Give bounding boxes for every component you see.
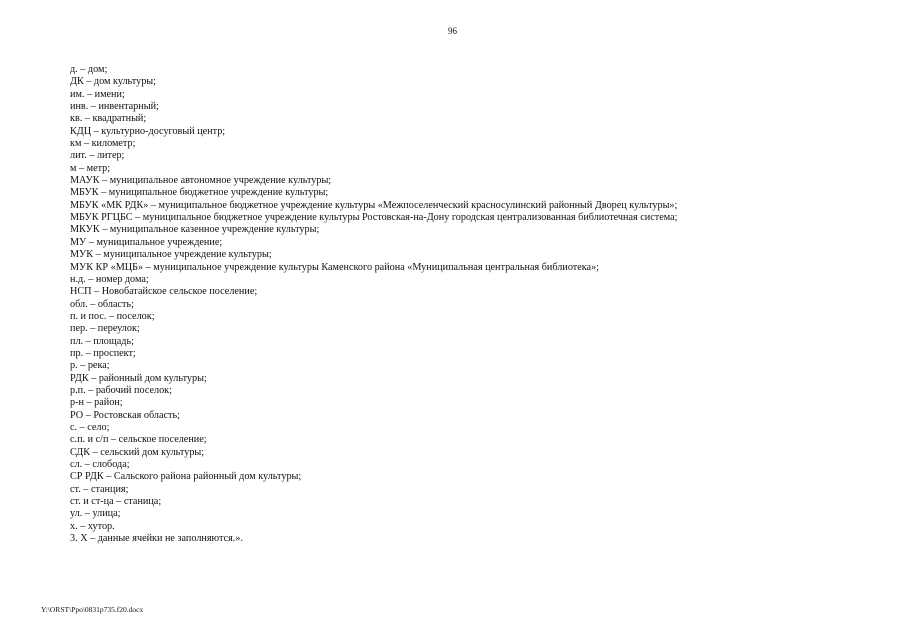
abbreviation-item: МАУК – муниципальное автономное учреждение культуры; [70,175,332,187]
abbreviation-item: кв. – квадратный; [70,113,147,125]
abbreviation-item: МКУК – муниципальное казенное учреждение культуры; [70,224,320,236]
abbreviation-item: р.п. – рабочий поселок; [70,384,172,396]
abbreviation-item: пр. – проспект; [70,347,136,359]
abbreviation-item: н.д. – номер дома; [70,273,149,285]
abbreviation-item: обл. – область; [70,298,134,310]
page-number: 96 [448,26,457,36]
abbreviation-item: МУК – муниципальное учреждение культуры; [70,249,272,261]
abbreviation-item: РДК – районный дом культуры; [70,372,207,384]
abbreviation-item: пер. – переулок; [70,323,140,335]
abbreviation-item: с.п. и с/п – сельское поселение; [70,434,207,446]
abbreviation-item: 3. Х – данные ячейки не заполняются.». [70,533,243,545]
abbreviation-item: ул. – улица; [70,508,121,520]
abbreviation-item: НСП – Новобатайское сельское поселение; [70,286,258,298]
abbreviation-item: лит. – литер; [70,150,125,162]
abbreviation-item: р-н – район; [70,397,123,409]
abbreviation-item: км – километр; [70,138,136,150]
abbreviation-item: ст. – станция; [70,483,129,495]
abbreviation-item: д. – дом; [70,64,108,75]
abbreviation-item: РО – Ростовская область; [70,409,180,421]
abbreviation-item: СР РДК – Сальского района районный дом культуры; [70,471,302,483]
abbreviation-item: СДК – сельский дом культуры; [70,446,205,458]
abbreviation-item: сл. – слобода; [70,459,130,470]
abbreviation-item: МБУК – муниципальное бюджетное учреждение культуры; [70,187,329,199]
abbreviation-list [70,64,870,545]
abbreviation-item: МУ – муниципальное учреждение; [70,236,223,248]
abbreviation-item: МУК КР «МЦБ» – муниципальное учреждение культуры Каменского района «Муниципальная центральная библиотека»; [70,261,599,273]
abbreviation-item: ст. и ст-ца – станица; [70,496,162,508]
abbreviation-item: МБУК «МК РДК» – муниципальное бюджетное учреждение культуры «Межпоселенческий красносулинский районный Дворец культуры»; [70,199,678,211]
abbreviation-item: инв. – инвентарный; [70,101,159,113]
abbreviation-item: х. – хутор. [70,520,115,532]
abbreviation-item: р. – река; [70,360,110,372]
abbreviation-item: с. – село; [70,421,110,433]
abbreviation-item: пл. – площадь; [70,335,134,347]
abbreviation-item: им. – имени; [70,88,125,100]
abbreviation-item: м – метр; [70,162,111,174]
document-file-path: Y:\ORST\Ppo\0831p735.f20.docx [41,605,144,614]
abbreviation-item: КДЦ – культурно-досуговый центр; [70,125,226,137]
abbreviation-item: ДК – дом культуры; [70,76,156,88]
abbreviation-item: п. и пос. – поселок; [70,310,155,322]
abbreviation-item: МБУК РГЦБС – муниципальное бюджетное учреждение культуры Ростовская-на-Дону городская централизованная библиотечная система; [70,212,678,224]
